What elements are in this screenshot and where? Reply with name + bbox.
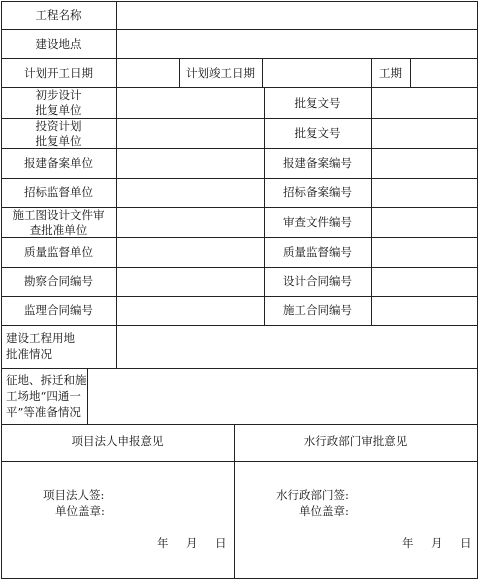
construction-contract-label: 施工合同编号	[283, 303, 352, 317]
grid-line	[1, 178, 478, 179]
admin-date-year: 年	[402, 536, 414, 550]
land-prep-label: 征地、拆迁和施	[6, 373, 87, 387]
quality-no-label: 质量监督编号	[283, 245, 352, 259]
grid-line	[1, 29, 478, 30]
admin-sign-label: 水行政部门签:	[276, 488, 349, 502]
supervision-contract-label: 监理合同编号	[24, 303, 93, 317]
filing-unit-label: 报建备案单位	[24, 156, 93, 170]
grid-line	[262, 58, 263, 87]
prelim-design-label: 初步设计	[35, 88, 82, 102]
land-prep-label-3: 平”等准备情况	[6, 405, 81, 419]
legal-date-month: 月	[186, 536, 198, 550]
admin-seal-label: 单位盖章:	[299, 504, 349, 518]
grid-line	[1, 267, 478, 268]
approval-no-label: 批复文号	[294, 126, 341, 140]
survey-contract-label: 勘察合同编号	[24, 274, 93, 288]
legal-date-day: 日	[215, 536, 227, 550]
review-doc-no-label: 审查文件编号	[283, 215, 352, 229]
admin-date-day: 日	[460, 536, 472, 550]
project-name-label: 工程名称	[35, 8, 82, 22]
grid-line	[1, 578, 478, 579]
legal-opinion-header: 项目法人申报意见	[71, 434, 164, 448]
grid-line	[410, 58, 411, 87]
grid-line	[1, 368, 478, 369]
grid-line	[1, 424, 478, 425]
grid-line	[87, 368, 88, 424]
duration-label: 工期	[379, 66, 402, 80]
grid-line	[1, 296, 478, 297]
legal-seal-label: 单位盖章:	[55, 504, 105, 518]
bid-supervision-label: 招标监督单位	[24, 185, 93, 199]
grid-line	[1, 58, 478, 59]
land-use-label-2: 批准情况	[6, 347, 52, 361]
admin-opinion-header: 水行政部门审批意见	[303, 434, 408, 448]
grid-line	[264, 87, 265, 325]
grid-line	[371, 87, 372, 325]
prelim-design-label-2: 批复单位	[35, 103, 82, 117]
grid-line	[1, 1, 478, 2]
legal-date-year: 年	[157, 536, 169, 550]
grid-line	[116, 1, 117, 368]
plan-start-label: 计划开工日期	[24, 66, 93, 80]
bid-filing-no-label: 招标备案编号	[283, 185, 352, 199]
invest-plan-label-2: 批复单位	[35, 134, 82, 148]
site-label: 建设地点	[35, 37, 82, 51]
quality-unit-label: 质量监督单位	[24, 245, 93, 259]
approval-no-label: 批复文号	[294, 96, 341, 110]
grid-line	[1, 325, 478, 326]
admin-date-month: 月	[431, 536, 443, 550]
drawing-review-label: 施工图设计文件审	[12, 208, 105, 222]
grid-line	[1, 461, 478, 462]
land-use-label: 建设工程用地	[6, 331, 75, 345]
design-contract-label: 设计合同编号	[283, 274, 352, 288]
drawing-review-label-2: 查批准单位	[29, 223, 88, 237]
plan-end-label: 计划竣工日期	[186, 66, 255, 80]
land-prep-label-2: 工场地“四通一	[6, 389, 81, 403]
filing-no-label: 报建备案编号	[283, 156, 352, 170]
grid-line	[477, 1, 478, 579]
legal-sign-label: 项目法人签:	[43, 488, 105, 502]
invest-plan-label: 投资计划	[35, 119, 82, 133]
